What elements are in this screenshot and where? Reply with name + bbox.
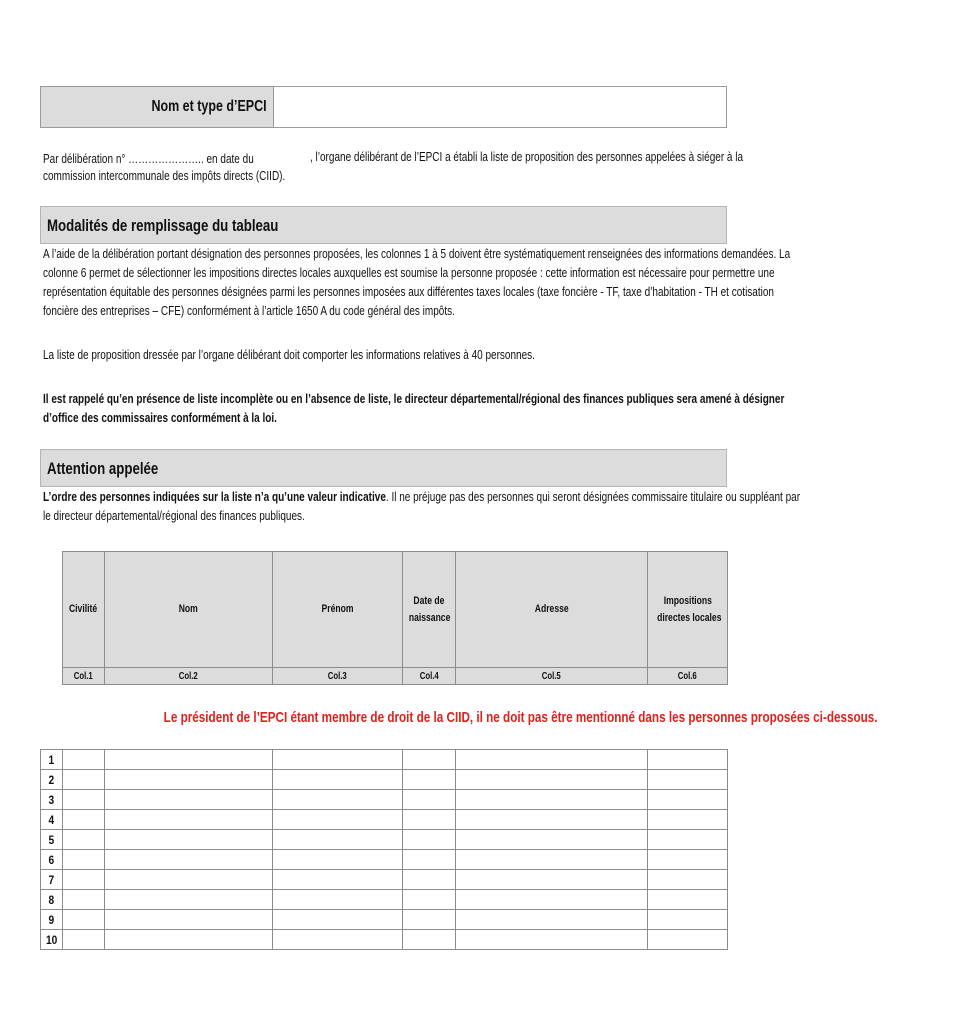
deliberation-line1-left: Par délibération n° ………………….. en date du xyxy=(43,152,254,166)
table-row xyxy=(41,890,728,910)
row-number: 4 xyxy=(41,810,63,830)
col-number: Col.2 xyxy=(105,668,273,685)
header-adresse: Adresse xyxy=(456,552,648,668)
col-number: Col.1 xyxy=(63,668,105,685)
date-cell[interactable] xyxy=(403,790,456,810)
table-row xyxy=(41,790,728,810)
row-number: 5 xyxy=(41,830,63,850)
impositions-cell[interactable] xyxy=(648,750,728,770)
adresse-cell[interactable] xyxy=(456,750,648,770)
impositions-cell[interactable] xyxy=(648,870,728,890)
row-number: 8 xyxy=(41,890,63,910)
epci-name-box xyxy=(40,86,727,128)
row-number: 1 xyxy=(41,750,63,770)
row-number: 6 xyxy=(41,850,63,870)
prenom-cell[interactable] xyxy=(273,830,403,850)
adresse-cell[interactable] xyxy=(456,890,648,910)
table-row xyxy=(41,850,728,870)
table-row xyxy=(41,930,728,950)
row-number: 9 xyxy=(41,910,63,930)
epci-label: Nom et type d’EPCI xyxy=(151,98,267,115)
nom-cell[interactable] xyxy=(105,830,273,850)
prenom-cell[interactable] xyxy=(273,750,403,770)
civilite-cell[interactable] xyxy=(63,770,105,790)
col-number: Col.5 xyxy=(456,668,648,685)
impositions-cell[interactable] xyxy=(648,890,728,910)
adresse-cell[interactable] xyxy=(456,810,648,830)
candidates-table xyxy=(40,551,878,950)
row-number: 7 xyxy=(41,870,63,890)
prenom-cell[interactable] xyxy=(273,930,403,950)
modalites-paragraph: A l’aide de la délibération portant désignation des personnes proposées, les colonnes 1 à 5 doivent être systématiquement renseignées des informations demandées. La colonne 6 permet de sélectionner les impositions directes locales auxquelles est soumise la personne proposée : cette information est nécessaire pour permettre une représentation équitable des personnes désignées parmi les personnes imposées aux différentes taxes locales (taxe foncière - TF, taxe d’habitation - TH et cotisation foncière des entreprises – CFE) conformément à l’article 1650 A du code général des impôts. xyxy=(43,247,791,318)
nom-cell[interactable] xyxy=(105,890,273,910)
civilite-cell[interactable] xyxy=(63,910,105,930)
modalites-warning: Il est rappelé qu’en présence de liste incomplète ou en l’absence de liste, le directeur départemental/régional des finances publiques sera amené à désigner d’office des commissaires conformément à la loi. xyxy=(43,392,785,425)
nom-cell[interactable] xyxy=(105,850,273,870)
table-row xyxy=(41,870,728,890)
section-modalites-title: Modalités de remplissage du tableau xyxy=(47,216,279,235)
date-cell[interactable] xyxy=(403,890,456,910)
section-attention-bar xyxy=(40,449,727,487)
col-number: Col.4 xyxy=(403,668,456,685)
section-attention-title: Attention appelée xyxy=(47,459,159,478)
row-number: 10 xyxy=(41,930,63,950)
date-cell[interactable] xyxy=(403,870,456,890)
section-modalites-bar xyxy=(40,206,727,244)
col-number: Col.3 xyxy=(273,668,403,685)
adresse-cell[interactable] xyxy=(456,850,648,870)
civilite-cell[interactable] xyxy=(63,830,105,850)
header-civilite: Civilité xyxy=(63,552,105,668)
civilite-cell[interactable] xyxy=(63,810,105,830)
nom-cell[interactable] xyxy=(105,930,273,950)
date-cell[interactable] xyxy=(403,930,456,950)
attention-paragraph: L’ordre des personnes indiquées sur la liste n’a qu’une valeur indicative. Il ne préjuge pas des personnes qui seront désignées commissaire titulaire ou suppléant par le directeur départemental/régional des finances publiques. xyxy=(43,490,801,523)
col-number: Col.6 xyxy=(648,668,728,685)
date-cell[interactable] xyxy=(403,830,456,850)
modalites-count-note: La liste de proposition dressée par l’organe délibérant doit comporter les informations relatives à 40 personnes. xyxy=(43,348,535,362)
impositions-cell[interactable] xyxy=(648,790,728,810)
adresse-cell[interactable] xyxy=(456,790,648,810)
adresse-cell[interactable] xyxy=(456,770,648,790)
date-cell[interactable] xyxy=(403,850,456,870)
nom-cell[interactable] xyxy=(105,810,273,830)
impositions-cell[interactable] xyxy=(648,810,728,830)
epci-label-cell xyxy=(41,87,274,127)
header-nom: Nom xyxy=(105,552,273,668)
table-row xyxy=(41,750,728,770)
president-notice: Le président de l’EPCI étant membre de droit de la CIID, il ne doit pas être mentionné dans les personnes proposées ci-dessous. xyxy=(63,685,728,750)
nom-cell[interactable] xyxy=(105,790,273,810)
civilite-cell[interactable] xyxy=(63,930,105,950)
civilite-cell[interactable] xyxy=(63,790,105,810)
epci-name-field[interactable] xyxy=(275,87,726,127)
header-date-naissance: Date de naissance xyxy=(403,552,456,668)
table-row xyxy=(41,810,728,830)
prenom-cell[interactable] xyxy=(273,870,403,890)
deliberation-line1-right: , l’organe délibérant de l’EPCI a établi la liste de proposition des personnes appelées à siéger à la xyxy=(310,150,744,164)
prenom-cell[interactable] xyxy=(273,770,403,790)
adresse-cell[interactable] xyxy=(456,910,648,930)
table-row xyxy=(41,910,728,930)
date-cell[interactable] xyxy=(403,810,456,830)
date-cell[interactable] xyxy=(403,750,456,770)
nom-cell[interactable] xyxy=(105,870,273,890)
impositions-cell[interactable] xyxy=(648,930,728,950)
row-number: 3 xyxy=(41,790,63,810)
civilite-cell[interactable] xyxy=(63,890,105,910)
impositions-cell[interactable] xyxy=(648,850,728,870)
row-number: 2 xyxy=(41,770,63,790)
prenom-cell[interactable] xyxy=(273,790,403,810)
table-row xyxy=(41,830,728,850)
adresse-cell[interactable] xyxy=(456,830,648,850)
deliberation-line2: commission intercommunale des impôts directs (CIID). xyxy=(43,169,286,183)
civilite-cell[interactable] xyxy=(63,850,105,870)
impositions-cell[interactable] xyxy=(648,910,728,930)
impositions-cell[interactable] xyxy=(648,770,728,790)
header-impositions: Impositions directes locales xyxy=(648,552,728,668)
date-cell[interactable] xyxy=(403,910,456,930)
prenom-cell[interactable] xyxy=(273,810,403,830)
civilite-cell[interactable] xyxy=(63,750,105,770)
nom-cell[interactable] xyxy=(105,750,273,770)
civilite-cell[interactable] xyxy=(63,870,105,890)
nom-cell[interactable] xyxy=(105,770,273,790)
table-row xyxy=(41,770,728,790)
adresse-cell[interactable] xyxy=(456,930,648,950)
impositions-cell[interactable] xyxy=(648,830,728,850)
prenom-cell[interactable] xyxy=(273,890,403,910)
prenom-cell[interactable] xyxy=(273,850,403,870)
header-prenom: Prénom xyxy=(273,552,403,668)
prenom-cell[interactable] xyxy=(273,910,403,930)
date-cell[interactable] xyxy=(403,770,456,790)
nom-cell[interactable] xyxy=(105,910,273,930)
adresse-cell[interactable] xyxy=(456,870,648,890)
